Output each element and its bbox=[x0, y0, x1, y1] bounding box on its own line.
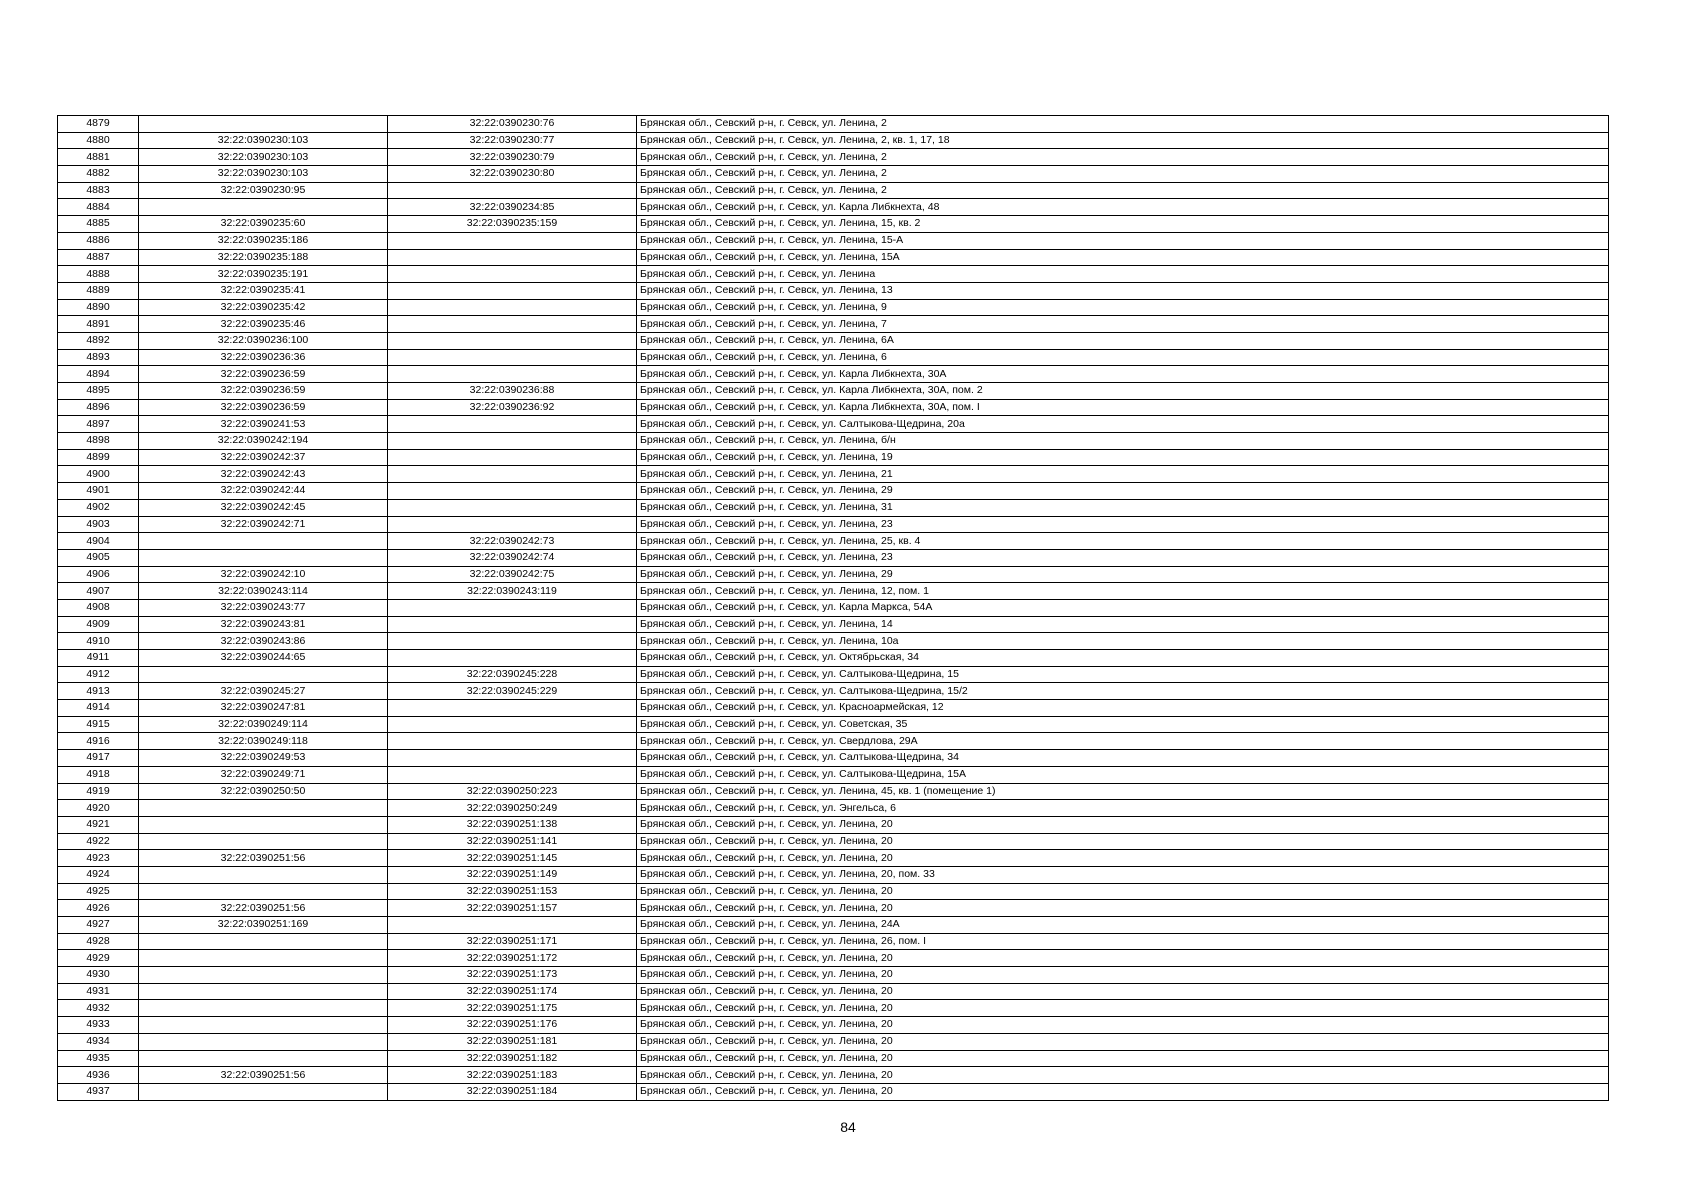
land-cadastral-cell bbox=[139, 933, 388, 950]
land-cadastral-cell: 32:22:0390242:37 bbox=[139, 449, 388, 466]
building-cadastral-cell: 32:22:0390251:149 bbox=[388, 866, 637, 883]
row-number-cell: 4914 bbox=[58, 700, 139, 717]
table-row bbox=[58, 766, 1609, 783]
row-number-cell: 4906 bbox=[58, 566, 139, 583]
row-number-cell: 4879 bbox=[58, 116, 139, 133]
table-row bbox=[58, 866, 1609, 883]
table-row bbox=[58, 1083, 1609, 1100]
table-row bbox=[58, 700, 1609, 717]
land-cadastral-cell: 32:22:0390230:103 bbox=[139, 149, 388, 166]
table-row bbox=[58, 132, 1609, 149]
building-cadastral-cell bbox=[388, 232, 637, 249]
row-number-cell: 4911 bbox=[58, 650, 139, 667]
row-number-cell: 4929 bbox=[58, 950, 139, 967]
table-row bbox=[58, 599, 1609, 616]
building-cadastral-cell: 32:22:0390230:80 bbox=[388, 166, 637, 183]
row-number-cell: 4898 bbox=[58, 433, 139, 450]
row-number-cell: 4895 bbox=[58, 383, 139, 400]
row-number-cell: 4885 bbox=[58, 216, 139, 233]
table-row bbox=[58, 900, 1609, 917]
building-cadastral-cell: 32:22:0390251:174 bbox=[388, 983, 637, 1000]
building-cadastral-cell bbox=[388, 449, 637, 466]
row-number-cell: 4921 bbox=[58, 816, 139, 833]
address-cell: Брянская обл., Севский р-н, г. Севск, ул. Ленина, 20 bbox=[637, 1033, 1609, 1050]
land-cadastral-cell bbox=[139, 549, 388, 566]
building-cadastral-cell bbox=[388, 650, 637, 667]
address-cell: Брянская обл., Севский р-н, г. Севск, ул. Ленина, 20 bbox=[637, 1050, 1609, 1067]
table-row bbox=[58, 483, 1609, 500]
row-number-cell: 4881 bbox=[58, 149, 139, 166]
land-cadastral-cell: 32:22:0390249:118 bbox=[139, 733, 388, 750]
row-number-cell: 4894 bbox=[58, 366, 139, 383]
table-row bbox=[58, 499, 1609, 516]
building-cadastral-cell: 32:22:0390250:223 bbox=[388, 783, 637, 800]
table-row bbox=[58, 650, 1609, 667]
building-cadastral-cell: 32:22:0390251:173 bbox=[388, 967, 637, 984]
building-cadastral-cell bbox=[388, 282, 637, 299]
land-cadastral-cell: 32:22:0390236:59 bbox=[139, 366, 388, 383]
land-cadastral-cell: 32:22:0390235:41 bbox=[139, 282, 388, 299]
land-cadastral-cell bbox=[139, 1033, 388, 1050]
row-number-cell: 4884 bbox=[58, 199, 139, 216]
building-cadastral-cell: 32:22:0390243:119 bbox=[388, 583, 637, 600]
table-row bbox=[58, 399, 1609, 416]
building-cadastral-cell: 32:22:0390251:141 bbox=[388, 833, 637, 850]
address-cell: Брянская обл., Севский р-н, г. Севск, ул. Ленина, 2 bbox=[637, 116, 1609, 133]
row-number-cell: 4923 bbox=[58, 850, 139, 867]
land-cadastral-cell: 32:22:0390242:44 bbox=[139, 483, 388, 500]
building-cadastral-cell: 32:22:0390251:145 bbox=[388, 850, 637, 867]
land-cadastral-cell bbox=[139, 950, 388, 967]
land-cadastral-cell: 32:22:0390251:56 bbox=[139, 900, 388, 917]
row-number-cell: 4887 bbox=[58, 249, 139, 266]
table-row bbox=[58, 983, 1609, 1000]
table-row bbox=[58, 149, 1609, 166]
address-cell: Брянская обл., Севский р-н, г. Севск, ул. Ленина, 20 bbox=[637, 900, 1609, 917]
building-cadastral-cell bbox=[388, 466, 637, 483]
row-number-cell: 4908 bbox=[58, 599, 139, 616]
table-row bbox=[58, 566, 1609, 583]
address-cell: Брянская обл., Севский р-н, г. Севск, ул. Ленина, 20 bbox=[637, 1083, 1609, 1100]
address-cell: Брянская обл., Севский р-н, г. Севск, ул. Ленина, 15А bbox=[637, 249, 1609, 266]
land-cadastral-cell bbox=[139, 666, 388, 683]
land-cadastral-cell bbox=[139, 1017, 388, 1034]
address-cell: Брянская обл., Севский р-н, г. Севск, ул. Ленина, 9 bbox=[637, 299, 1609, 316]
land-cadastral-cell bbox=[139, 866, 388, 883]
building-cadastral-cell: 32:22:0390251:157 bbox=[388, 900, 637, 917]
land-cadastral-cell: 32:22:0390243:81 bbox=[139, 616, 388, 633]
table-row bbox=[58, 933, 1609, 950]
land-cadastral-cell bbox=[139, 883, 388, 900]
land-cadastral-cell: 32:22:0390241:53 bbox=[139, 416, 388, 433]
table-row bbox=[58, 633, 1609, 650]
table-row bbox=[58, 316, 1609, 333]
row-number-cell: 4932 bbox=[58, 1000, 139, 1017]
table-body bbox=[58, 116, 1609, 1101]
land-cadastral-cell: 32:22:0390235:42 bbox=[139, 299, 388, 316]
building-cadastral-cell bbox=[388, 766, 637, 783]
address-cell: Брянская обл., Севский р-н, г. Севск, ул. Ленина, 20 bbox=[637, 883, 1609, 900]
land-cadastral-cell: 32:22:0390242:10 bbox=[139, 566, 388, 583]
building-cadastral-cell: 32:22:0390250:249 bbox=[388, 800, 637, 817]
building-cadastral-cell: 32:22:0390230:79 bbox=[388, 149, 637, 166]
address-cell: Брянская обл., Севский р-н, г. Севск, ул. Ленина, 26, пом. I bbox=[637, 933, 1609, 950]
row-number-cell: 4917 bbox=[58, 750, 139, 767]
row-number-cell: 4880 bbox=[58, 132, 139, 149]
land-cadastral-cell: 32:22:0390230:103 bbox=[139, 166, 388, 183]
address-cell: Брянская обл., Севский р-н, г. Севск, ул. Карла Либкнехта, 30А, пом. I bbox=[637, 399, 1609, 416]
land-cadastral-cell: 32:22:0390236:59 bbox=[139, 399, 388, 416]
address-cell: Брянская обл., Севский р-н, г. Севск, ул. Ленина, 12, пом. 1 bbox=[637, 583, 1609, 600]
address-cell: Брянская обл., Севский р-н, г. Севск, ул. Ленина, 7 bbox=[637, 316, 1609, 333]
row-number-cell: 4934 bbox=[58, 1033, 139, 1050]
land-cadastral-cell bbox=[139, 1083, 388, 1100]
address-cell: Брянская обл., Севский р-н, г. Севск, ул. Ленина, б/н bbox=[637, 433, 1609, 450]
row-number-cell: 4935 bbox=[58, 1050, 139, 1067]
row-number-cell: 4931 bbox=[58, 983, 139, 1000]
building-cadastral-cell: 32:22:0390251:176 bbox=[388, 1017, 637, 1034]
row-number-cell: 4897 bbox=[58, 416, 139, 433]
table-row bbox=[58, 466, 1609, 483]
table-row bbox=[58, 433, 1609, 450]
row-number-cell: 4922 bbox=[58, 833, 139, 850]
land-cadastral-cell: 32:22:0390236:36 bbox=[139, 349, 388, 366]
building-cadastral-cell bbox=[388, 700, 637, 717]
land-cadastral-cell bbox=[139, 116, 388, 133]
row-number-cell: 4933 bbox=[58, 1017, 139, 1034]
building-cadastral-cell: 32:22:0390251:175 bbox=[388, 1000, 637, 1017]
table-row bbox=[58, 883, 1609, 900]
building-cadastral-cell bbox=[388, 716, 637, 733]
table-row bbox=[58, 349, 1609, 366]
building-cadastral-cell bbox=[388, 182, 637, 199]
building-cadastral-cell: 32:22:0390236:88 bbox=[388, 383, 637, 400]
row-number-cell: 4928 bbox=[58, 933, 139, 950]
address-cell: Брянская обл., Севский р-н, г. Севск, ул. Советская, 35 bbox=[637, 716, 1609, 733]
row-number-cell: 4903 bbox=[58, 516, 139, 533]
table-row bbox=[58, 850, 1609, 867]
address-cell: Брянская обл., Севский р-н, г. Севск, ул. Ленина, 2, кв. 1, 17, 18 bbox=[637, 132, 1609, 149]
table-row bbox=[58, 816, 1609, 833]
row-number-cell: 4913 bbox=[58, 683, 139, 700]
building-cadastral-cell: 32:22:0390251:181 bbox=[388, 1033, 637, 1050]
table-row bbox=[58, 616, 1609, 633]
land-cadastral-cell: 32:22:0390242:194 bbox=[139, 433, 388, 450]
table-row bbox=[58, 516, 1609, 533]
land-cadastral-cell: 32:22:0390235:60 bbox=[139, 216, 388, 233]
building-cadastral-cell: 32:22:0390234:85 bbox=[388, 199, 637, 216]
row-number-cell: 4909 bbox=[58, 616, 139, 633]
address-cell: Брянская обл., Севский р-н, г. Севск, ул. Салтыкова-Щедрина, 20а bbox=[637, 416, 1609, 433]
address-cell: Брянская обл., Севский р-н, г. Севск, ул. Ленина, 23 bbox=[637, 516, 1609, 533]
land-cadastral-cell: 32:22:0390251:56 bbox=[139, 850, 388, 867]
address-cell: Брянская обл., Севский р-н, г. Севск, ул. Ленина, 2 bbox=[637, 149, 1609, 166]
address-cell: Брянская обл., Севский р-н, г. Севск, ул. Ленина, 20, пом. 33 bbox=[637, 866, 1609, 883]
row-number-cell: 4930 bbox=[58, 967, 139, 984]
address-cell: Брянская обл., Севский р-н, г. Севск, ул. Карла Либкнехта, 30А bbox=[637, 366, 1609, 383]
building-cadastral-cell bbox=[388, 433, 637, 450]
land-cadastral-cell: 32:22:0390243:86 bbox=[139, 633, 388, 650]
building-cadastral-cell bbox=[388, 499, 637, 516]
land-cadastral-cell: 32:22:0390242:71 bbox=[139, 516, 388, 533]
building-cadastral-cell: 32:22:0390251:138 bbox=[388, 816, 637, 833]
building-cadastral-cell: 32:22:0390251:184 bbox=[388, 1083, 637, 1100]
land-cadastral-cell: 32:22:0390249:114 bbox=[139, 716, 388, 733]
address-cell: Брянская обл., Севский р-н, г. Севск, ул. Ленина, 10а bbox=[637, 633, 1609, 650]
address-cell: Брянская обл., Севский р-н, г. Севск, ул. Ленина, 21 bbox=[637, 466, 1609, 483]
address-cell: Брянская обл., Севский р-н, г. Севск, ул. Ленина, 29 bbox=[637, 483, 1609, 500]
row-number-cell: 4892 bbox=[58, 332, 139, 349]
row-number-cell: 4905 bbox=[58, 549, 139, 566]
building-cadastral-cell bbox=[388, 483, 637, 500]
table-row bbox=[58, 282, 1609, 299]
row-number-cell: 4918 bbox=[58, 766, 139, 783]
address-cell: Брянская обл., Севский р-н, г. Севск, ул. Салтыкова-Щедрина, 34 bbox=[637, 750, 1609, 767]
land-cadastral-cell bbox=[139, 983, 388, 1000]
address-cell: Брянская обл., Севский р-н, г. Севск, ул. Карла Либкнехта, 48 bbox=[637, 199, 1609, 216]
table-row bbox=[58, 249, 1609, 266]
land-cadastral-cell: 32:22:0390230:103 bbox=[139, 132, 388, 149]
address-cell: Брянская обл., Севский р-н, г. Севск, ул. Ленина, 20 bbox=[637, 1067, 1609, 1084]
building-cadastral-cell bbox=[388, 249, 637, 266]
table-row bbox=[58, 833, 1609, 850]
table-row bbox=[58, 783, 1609, 800]
row-number-cell: 4901 bbox=[58, 483, 139, 500]
address-cell: Брянская обл., Севский р-н, г. Севск, ул. Ленина, 20 bbox=[637, 950, 1609, 967]
row-number-cell: 4927 bbox=[58, 917, 139, 934]
row-number-cell: 4883 bbox=[58, 182, 139, 199]
property-table bbox=[57, 115, 1609, 1101]
table-row bbox=[58, 533, 1609, 550]
row-number-cell: 4919 bbox=[58, 783, 139, 800]
land-cadastral-cell: 32:22:0390242:43 bbox=[139, 466, 388, 483]
table-row bbox=[58, 1050, 1609, 1067]
address-cell: Брянская обл., Севский р-н, г. Севск, ул. Ленина, 20 bbox=[637, 1017, 1609, 1034]
row-number-cell: 4896 bbox=[58, 399, 139, 416]
address-cell: Брянская обл., Севский р-н, г. Севск, ул. Энгельса, 6 bbox=[637, 800, 1609, 817]
table-row bbox=[58, 366, 1609, 383]
building-cadastral-cell: 32:22:0390230:76 bbox=[388, 116, 637, 133]
land-cadastral-cell bbox=[139, 967, 388, 984]
row-number-cell: 4890 bbox=[58, 299, 139, 316]
address-cell: Брянская обл., Севский р-н, г. Севск, ул. Ленина, 20 bbox=[637, 983, 1609, 1000]
address-cell: Брянская обл., Севский р-н, г. Севск, ул. Ленина, 24А bbox=[637, 917, 1609, 934]
land-cadastral-cell: 32:22:0390235:188 bbox=[139, 249, 388, 266]
table-row bbox=[58, 1033, 1609, 1050]
land-cadastral-cell bbox=[139, 800, 388, 817]
building-cadastral-cell: 32:22:0390242:73 bbox=[388, 533, 637, 550]
building-cadastral-cell: 32:22:0390236:92 bbox=[388, 399, 637, 416]
building-cadastral-cell bbox=[388, 366, 637, 383]
table-row bbox=[58, 449, 1609, 466]
building-cadastral-cell bbox=[388, 599, 637, 616]
row-number-cell: 4893 bbox=[58, 349, 139, 366]
land-cadastral-cell bbox=[139, 1050, 388, 1067]
building-cadastral-cell: 32:22:0390251:183 bbox=[388, 1067, 637, 1084]
row-number-cell: 4888 bbox=[58, 266, 139, 283]
table-row bbox=[58, 383, 1609, 400]
building-cadastral-cell: 32:22:0390245:229 bbox=[388, 683, 637, 700]
land-cadastral-cell: 32:22:0390247:81 bbox=[139, 700, 388, 717]
building-cadastral-cell bbox=[388, 750, 637, 767]
table-row bbox=[58, 683, 1609, 700]
row-number-cell: 4936 bbox=[58, 1067, 139, 1084]
address-cell: Брянская обл., Севский р-н, г. Севск, ул. Ленина, 6 bbox=[637, 349, 1609, 366]
address-cell: Брянская обл., Севский р-н, г. Севск, ул. Ленина, 23 bbox=[637, 549, 1609, 566]
table-row bbox=[58, 733, 1609, 750]
building-cadastral-cell: 32:22:0390251:153 bbox=[388, 883, 637, 900]
building-cadastral-cell bbox=[388, 266, 637, 283]
row-number-cell: 4899 bbox=[58, 449, 139, 466]
address-cell: Брянская обл., Севский р-н, г. Севск, ул. Ленина, 13 bbox=[637, 282, 1609, 299]
land-cadastral-cell: 32:22:0390249:71 bbox=[139, 766, 388, 783]
row-number-cell: 4900 bbox=[58, 466, 139, 483]
land-cadastral-cell: 32:22:0390235:191 bbox=[139, 266, 388, 283]
table-row bbox=[58, 950, 1609, 967]
address-cell: Брянская обл., Севский р-н, г. Севск, ул. Ленина, 19 bbox=[637, 449, 1609, 466]
land-cadastral-cell: 32:22:0390243:114 bbox=[139, 583, 388, 600]
row-number-cell: 4882 bbox=[58, 166, 139, 183]
table-row bbox=[58, 1067, 1609, 1084]
address-cell: Брянская обл., Севский р-н, г. Севск, ул. Ленина, 14 bbox=[637, 616, 1609, 633]
row-number-cell: 4902 bbox=[58, 499, 139, 516]
land-cadastral-cell: 32:22:0390245:27 bbox=[139, 683, 388, 700]
building-cadastral-cell: 32:22:0390235:159 bbox=[388, 216, 637, 233]
building-cadastral-cell bbox=[388, 616, 637, 633]
land-cadastral-cell: 32:22:0390244:65 bbox=[139, 650, 388, 667]
table-row bbox=[58, 199, 1609, 216]
land-cadastral-cell: 32:22:0390243:77 bbox=[139, 599, 388, 616]
building-cadastral-cell bbox=[388, 299, 637, 316]
address-cell: Брянская обл., Севский р-н, г. Севск, ул. Ленина, 31 bbox=[637, 499, 1609, 516]
row-number-cell: 4912 bbox=[58, 666, 139, 683]
address-cell: Брянская обл., Севский р-н, г. Севск, ул. Салтыкова-Щедрина, 15/2 bbox=[637, 683, 1609, 700]
row-number-cell: 4891 bbox=[58, 316, 139, 333]
address-cell: Брянская обл., Севский р-н, г. Севск, ул. Ленина, 2 bbox=[637, 182, 1609, 199]
table-row bbox=[58, 166, 1609, 183]
address-cell: Брянская обл., Севский р-н, г. Севск, ул. Свердлова, 29А bbox=[637, 733, 1609, 750]
row-number-cell: 4907 bbox=[58, 583, 139, 600]
row-number-cell: 4915 bbox=[58, 716, 139, 733]
row-number-cell: 4925 bbox=[58, 883, 139, 900]
land-cadastral-cell bbox=[139, 1000, 388, 1017]
address-cell: Брянская обл., Севский р-н, г. Севск, ул. Карла Либкнехта, 30А, пом. 2 bbox=[637, 383, 1609, 400]
building-cadastral-cell: 32:22:0390251:172 bbox=[388, 950, 637, 967]
page-number: 84 bbox=[840, 1119, 856, 1135]
table-row bbox=[58, 800, 1609, 817]
table-row bbox=[58, 299, 1609, 316]
building-cadastral-cell bbox=[388, 733, 637, 750]
table-row bbox=[58, 216, 1609, 233]
address-cell: Брянская обл., Севский р-н, г. Севск, ул. Карла Маркса, 54А bbox=[637, 599, 1609, 616]
row-number-cell: 4904 bbox=[58, 533, 139, 550]
address-cell: Брянская обл., Севский р-н, г. Севск, ул. Ленина, 20 bbox=[637, 1000, 1609, 1017]
row-number-cell: 4889 bbox=[58, 282, 139, 299]
table-row bbox=[58, 332, 1609, 349]
table-row bbox=[58, 182, 1609, 199]
building-cadastral-cell: 32:22:0390242:74 bbox=[388, 549, 637, 566]
land-cadastral-cell: 32:22:0390249:53 bbox=[139, 750, 388, 767]
land-cadastral-cell: 32:22:0390235:186 bbox=[139, 232, 388, 249]
address-cell: Брянская обл., Севский р-н, г. Севск, ул. Салтыкова-Щедрина, 15 bbox=[637, 666, 1609, 683]
table-row bbox=[58, 716, 1609, 733]
row-number-cell: 4924 bbox=[58, 866, 139, 883]
land-cadastral-cell: 32:22:0390251:169 bbox=[139, 917, 388, 934]
address-cell: Брянская обл., Севский р-н, г. Севск, ул. Ленина, 2 bbox=[637, 166, 1609, 183]
row-number-cell: 4920 bbox=[58, 800, 139, 817]
table-row bbox=[58, 967, 1609, 984]
address-cell: Брянская обл., Севский р-н, г. Севск, ул. Октябрьская, 34 bbox=[637, 650, 1609, 667]
building-cadastral-cell bbox=[388, 917, 637, 934]
address-cell: Брянская обл., Севский р-н, г. Севск, ул. Ленина bbox=[637, 266, 1609, 283]
row-number-cell: 4886 bbox=[58, 232, 139, 249]
row-number-cell: 4926 bbox=[58, 900, 139, 917]
table-row bbox=[58, 1017, 1609, 1034]
row-number-cell: 4916 bbox=[58, 733, 139, 750]
land-cadastral-cell: 32:22:0390242:45 bbox=[139, 499, 388, 516]
table-row bbox=[58, 116, 1609, 133]
building-cadastral-cell: 32:22:0390242:75 bbox=[388, 566, 637, 583]
land-cadastral-cell bbox=[139, 816, 388, 833]
address-cell: Брянская обл., Севский р-н, г. Севск, ул. Ленина, 15-А bbox=[637, 232, 1609, 249]
address-cell: Брянская обл., Севский р-н, г. Севск, ул. Ленина, 15, кв. 2 bbox=[637, 216, 1609, 233]
building-cadastral-cell bbox=[388, 633, 637, 650]
land-cadastral-cell bbox=[139, 833, 388, 850]
address-cell: Брянская обл., Севский р-н, г. Севск, ул. Ленина, 20 bbox=[637, 967, 1609, 984]
building-cadastral-cell bbox=[388, 349, 637, 366]
building-cadastral-cell: 32:22:0390251:182 bbox=[388, 1050, 637, 1067]
land-cadastral-cell bbox=[139, 533, 388, 550]
address-cell: Брянская обл., Севский р-н, г. Севск, ул. Ленина, 20 bbox=[637, 833, 1609, 850]
table-row bbox=[58, 666, 1609, 683]
building-cadastral-cell bbox=[388, 416, 637, 433]
address-cell: Брянская обл., Севский р-н, г. Севск, ул. Ленина, 25, кв. 4 bbox=[637, 533, 1609, 550]
address-cell: Брянская обл., Севский р-н, г. Севск, ул. Ленина, 29 bbox=[637, 566, 1609, 583]
land-cadastral-cell: 32:22:0390230:95 bbox=[139, 182, 388, 199]
row-number-cell: 4937 bbox=[58, 1083, 139, 1100]
land-cadastral-cell: 32:22:0390236:59 bbox=[139, 383, 388, 400]
table-row bbox=[58, 583, 1609, 600]
address-cell: Брянская обл., Севский р-н, г. Севск, ул. Ленина, 6А bbox=[637, 332, 1609, 349]
table-row bbox=[58, 750, 1609, 767]
address-cell: Брянская обл., Севский р-н, г. Севск, ул. Ленина, 45, кв. 1 (помещение 1) bbox=[637, 783, 1609, 800]
table-row bbox=[58, 232, 1609, 249]
table-row bbox=[58, 266, 1609, 283]
building-cadastral-cell: 32:22:0390251:171 bbox=[388, 933, 637, 950]
building-cadastral-cell: 32:22:0390230:77 bbox=[388, 132, 637, 149]
address-cell: Брянская обл., Севский р-н, г. Севск, ул. Красноармейская, 12 bbox=[637, 700, 1609, 717]
building-cadastral-cell bbox=[388, 316, 637, 333]
table-row bbox=[58, 1000, 1609, 1017]
land-cadastral-cell: 32:22:0390236:100 bbox=[139, 332, 388, 349]
table-row bbox=[58, 917, 1609, 934]
address-cell: Брянская обл., Севский р-н, г. Севск, ул. Ленина, 20 bbox=[637, 850, 1609, 867]
address-cell: Брянская обл., Севский р-н, г. Севск, ул. Ленина, 20 bbox=[637, 816, 1609, 833]
land-cadastral-cell bbox=[139, 199, 388, 216]
land-cadastral-cell: 32:22:0390235:46 bbox=[139, 316, 388, 333]
table-row bbox=[58, 416, 1609, 433]
table-row bbox=[58, 549, 1609, 566]
building-cadastral-cell bbox=[388, 332, 637, 349]
row-number-cell: 4910 bbox=[58, 633, 139, 650]
building-cadastral-cell: 32:22:0390245:228 bbox=[388, 666, 637, 683]
address-cell: Брянская обл., Севский р-н, г. Севск, ул. Салтыкова-Щедрина, 15А bbox=[637, 766, 1609, 783]
land-cadastral-cell: 32:22:0390251:56 bbox=[139, 1067, 388, 1084]
building-cadastral-cell bbox=[388, 516, 637, 533]
land-cadastral-cell: 32:22:0390250:50 bbox=[139, 783, 388, 800]
